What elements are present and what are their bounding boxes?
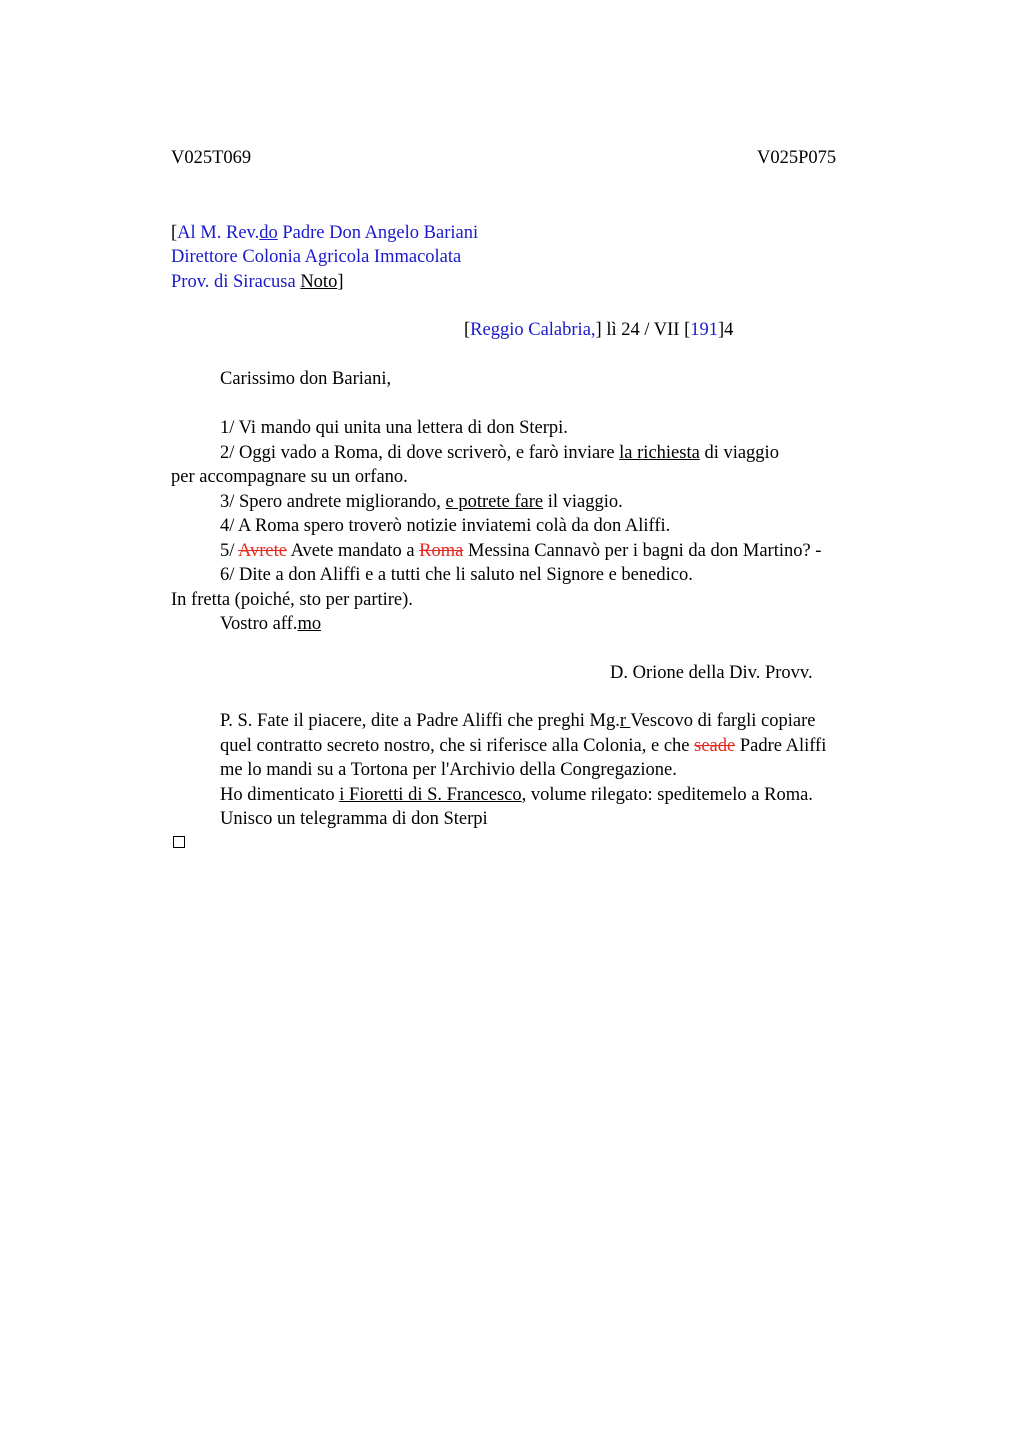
closing-vostro: Vostro aff.mo [220, 614, 322, 634]
postscript-line-4: Ho dimenticato i Fioretti di S. Francesco, volume rilegato: speditemelo a Roma. [220, 785, 813, 805]
signature: D. Orione della Div. Provv. [610, 663, 813, 683]
salutation: Carissimo don Bariani, [220, 369, 392, 389]
address-line-1 [171, 222, 478, 244]
bracket: [ [171, 223, 178, 243]
item-2: 2/ Oggi vado a Roma, di dove scriverò, e farò inviare la richiesta di viaggio [220, 443, 779, 463]
item-3: 3/ Spero andrete migliorando, e potrete fare il viaggio. [220, 492, 623, 512]
postscript-line-2: quel contratto secreto nostro, che si riferisce alla Colonia, e che seade Padre Aliffi [220, 736, 827, 756]
address-line-3: Prov. di Siracusa Noto] [171, 272, 344, 292]
item-6: 6/ Dite a don Aliffi e a tutti che li saluto nel Signore e benedico. [220, 565, 693, 585]
item-2-continuation: per accompagnare su un orfano. [171, 467, 408, 487]
postscript-line-1: P. S. Fate il piacere, dite a Padre Aliffi che preghi Mg.r Vescovo di fargli copiare [220, 711, 816, 731]
dateline-place: Reggio Calabria, [470, 320, 596, 340]
postscript-line-5: Unisco un telegramma di don Sterpi [220, 809, 488, 829]
addressee-title: Al M. Rev.do Padre Don Angelo Bariani [177, 223, 479, 243]
document-code-left: V025T069 [171, 148, 252, 168]
postscript-line-3: me lo mandi su a Tortona per l'Archivio della Congregazione. [220, 760, 677, 780]
document-code-right: V025P075 [757, 148, 837, 168]
dateline: [Reggio Calabria,] lì 24 / VII [191]4 [464, 320, 734, 340]
dateline-year: 191 [690, 320, 718, 340]
closing-hurry: In fretta (poiché, sto per partire). [171, 590, 413, 610]
item-1: 1/ Vi mando qui unita una lettera di don Sterpi. [220, 418, 568, 438]
deleted-word: Roma [419, 541, 464, 561]
item-5: 5/ Avrete Avete mandato a Roma Messina Cannavò per i bagni da don Martino? - [220, 541, 822, 561]
address-line-2: Direttore Colonia Agricola Immacolata [171, 247, 462, 267]
item-4: 4/ A Roma spero troverò notizie inviatemi colà da don Aliffi. [220, 516, 671, 536]
deleted-word: seade [694, 736, 736, 756]
deleted-word: Avrete [238, 541, 287, 561]
place-noto: Noto [300, 272, 338, 292]
end-square-icon [173, 836, 185, 848]
